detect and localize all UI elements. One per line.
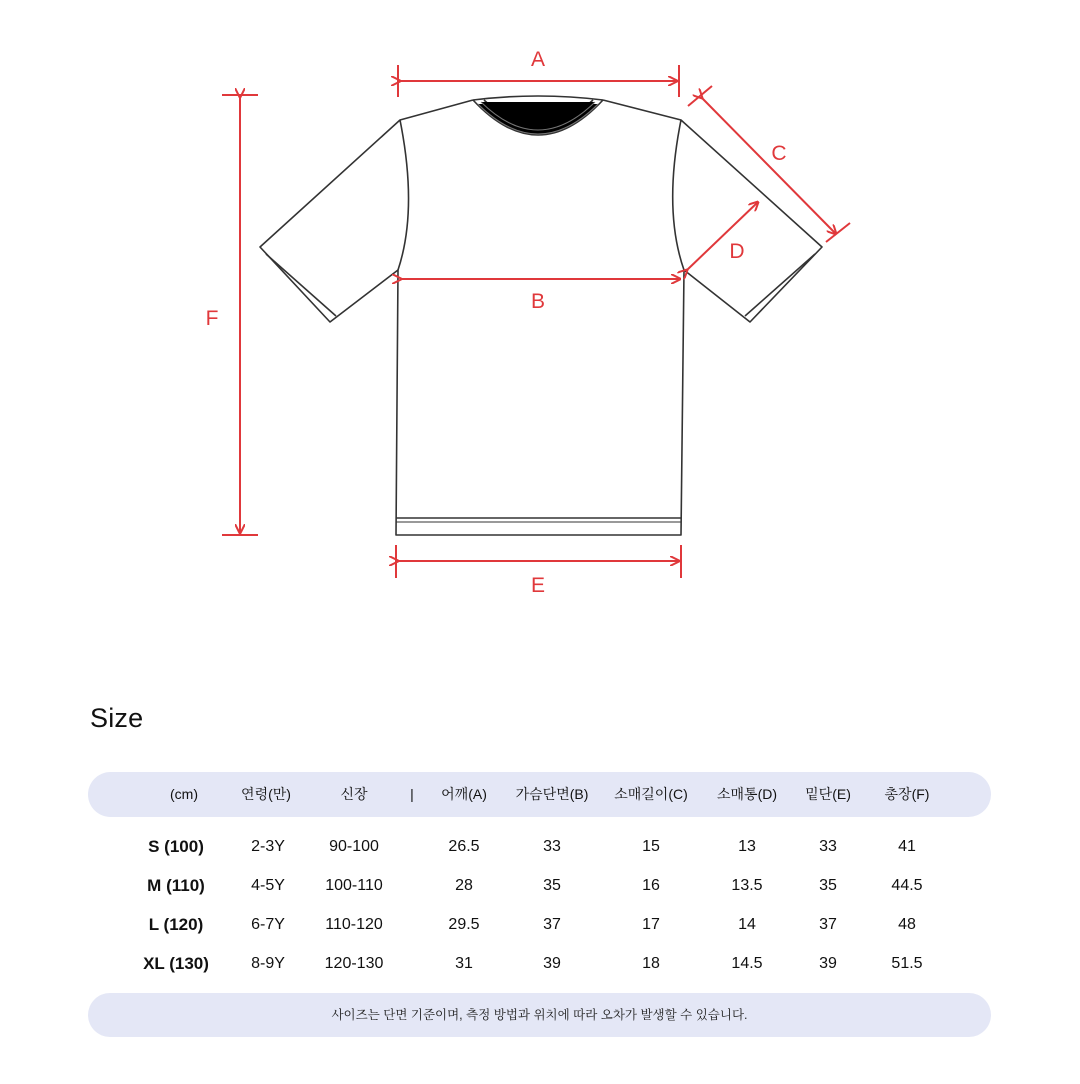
cell-age: 6-7Y [251, 916, 285, 933]
header-sleeve-length: 소매길이(C) [614, 786, 688, 802]
label-f: F [205, 307, 219, 330]
cell-size: S (100) [148, 837, 204, 856]
measurement-note: 사이즈는 단면 기준이며, 측정 방법과 위치에 따라 오차가 발생할 수 있습니다. [88, 993, 991, 1037]
cell-hem: 35 [819, 877, 837, 894]
header-chest: 가슴단면(B) [515, 786, 589, 802]
cell-hem: 37 [819, 916, 837, 933]
header-height: 신장 [340, 786, 368, 802]
cell-size: XL (130) [143, 954, 209, 973]
table-row [88, 832, 991, 862]
cell-total-length: 41 [898, 838, 916, 855]
cell-sleeve-width: 14 [738, 916, 756, 933]
cell-size: L (120) [148, 915, 204, 934]
cell-total-length: 51.5 [891, 955, 923, 972]
cell-shoulder: 26.5 [448, 838, 480, 855]
size-table-header [88, 772, 991, 817]
cell-age: 4-5Y [251, 877, 285, 894]
cell-age: 8-9Y [251, 955, 285, 972]
cell-sleeve-length: 17 [642, 916, 660, 933]
cell-sleeve-width: 13 [738, 838, 756, 855]
dimension-a [398, 48, 679, 97]
label-c: C [771, 142, 787, 165]
cell-shoulder: 29.5 [448, 916, 480, 933]
cell-height: 100-110 [325, 877, 383, 894]
label-b: B [530, 290, 546, 313]
header-shoulder: 어깨(A) [441, 786, 487, 802]
cell-sleeve-length: 15 [642, 838, 660, 855]
label-a: A [530, 48, 546, 71]
cell-total-length: 44.5 [891, 877, 923, 894]
table-row [88, 910, 991, 940]
cell-sleeve-length: 16 [642, 877, 660, 894]
cell-size: M (110) [147, 876, 205, 895]
header-age: 연령(만) [241, 786, 291, 802]
cell-hem: 33 [819, 838, 837, 855]
cell-age: 2-3Y [251, 838, 285, 855]
table-row [88, 871, 991, 901]
cell-chest: 33 [543, 838, 561, 855]
size-section-title: Size [90, 703, 144, 733]
cell-hem: 39 [819, 955, 837, 972]
header-sleeve-width: 소매통(D) [716, 786, 778, 802]
cell-shoulder: 31 [455, 955, 473, 972]
collar-rib [478, 102, 598, 134]
cell-chest: 39 [543, 955, 561, 972]
header-unit: (cm) [170, 786, 198, 802]
cell-sleeve-width: 14.5 [731, 955, 763, 972]
header-hem: 밑단(E) [805, 786, 851, 802]
cell-total-length: 48 [898, 916, 916, 933]
cell-chest: 37 [543, 916, 561, 933]
cell-sleeve-width: 13.5 [731, 877, 763, 894]
cell-height: 120-130 [324, 955, 384, 972]
header-total-length: 총장(F) [884, 786, 930, 802]
dimension-e [396, 545, 681, 597]
tshirt-outline [260, 96, 822, 535]
label-d: D [729, 240, 745, 263]
cell-height: 110-120 [325, 916, 383, 933]
dimension-c [688, 86, 850, 242]
cell-chest: 35 [543, 877, 561, 894]
header-divider: | [410, 786, 414, 802]
cell-shoulder: 28 [455, 877, 473, 894]
table-row [88, 949, 991, 979]
dimension-f [206, 95, 258, 535]
cell-height: 90-100 [329, 838, 379, 855]
dimension-b [401, 279, 680, 313]
dimension-d [687, 202, 758, 270]
cell-sleeve-length: 18 [642, 955, 660, 972]
label-e: E [530, 574, 546, 597]
